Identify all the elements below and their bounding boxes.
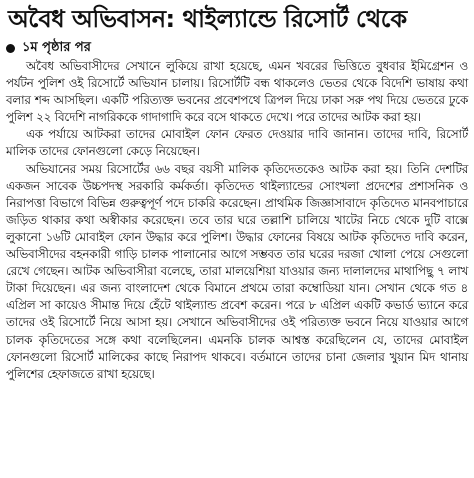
continued-text: ১ম পৃষ্ঠার পর (22, 40, 91, 55)
article-headline: অবৈধ অভিবাসন: থাইল্যান্ডে রিসোর্ট থেকে (8, 5, 407, 33)
article-paragraph: এক পর্যায়ে আটকরা তাদের মোবাইল ফোন ফেরত দেওয়ার দাবি জানান। তাদের দাবি, রিসোর্ট মালিক তাদের ফোনগুলো কেড়ে নিয়েছেন। (6, 127, 468, 159)
bullet-icon (6, 44, 15, 53)
article-paragraph: অবৈধ অভিবাসীদের সেখানে লুকিয়ে রাখা হয়েছে, এমন খবরের ভিত্তিতে বুধবার ইমিগ্রেশন ও পর্যটন পুলিশ ওই রিসোর্টে অভিযান চালায়। রিসোর্টটি বন্ধ থাকলেও ভেতর থেকে বিদেশি ভাষায় কথা বলার শব্দ আসছিল। একটি পরিত্যক্ত ভবনের প্রবেশপথে ত্রিপল দিয়ে ঢাকা সরু পথ দিয়ে ভেতরে ঢুকে পুলিশ ২২ বিদেশি নাগরিককে গাদাগাদি করে বসে থাকতে দেখে। পরে তাদের আটক করা হয়। (6, 59, 468, 125)
article-paragraph: অভিযানের সময় রিসোর্টের ৬৬ বছর বয়সী মালিক কৃতিদেতকেও আটক করা হয়। তিনি দেশটির একজন সাবেক উচ্চপদস্থ সরকারি কর্মকর্তা। কৃতিদেত থাইল্যান্ডের সোংখলা প্রদেশের প্রশাসনিক ও নিরাপত্তা বিভাগে বিভিন্ন গুরুত্বপূর্ণ পদে চাকরি করেছেন। প্রাথমিক জিজ্ঞাসাবাদে কৃতিদেত মানবপাচারে জড়িত থাকার কথা অস্বীকার করেছেন। তবে তার ঘরে তল্লাশি চালিয়ে খাটের নিচে থেকে দুটি বাক্সে লুকানো ১৬টি মোবাইল ফোন উদ্ধার করে পুলিশ। উদ্ধার ফোনের বিষয়ে আটক কৃতিদেত দাবি করেন, অভিবাসীদের বহনকারী গাড়ি চালক পালানোর আগে সম্ভবত তার ঘরের দরজা খোলা পেয়ে সেগুলো রেখে গেছেন। আটক অভিবাসীরা বলেছে, তারা মালয়েশিয়া যাওয়ার জন্য দালালদের মাথাপিছু ৭ লাখ টাকা দিয়েছেন। এর জন্য বাংলাদেশ থেকে বিমানে প্রথমে তারা কম্বোডিয়া যান। সেখান থেকে গত ৪ এপ্রিল সা কায়েও সীমান্ত দিয়ে হেঁটে থাইল্যান্ড প্রবেশ করেন। পরে ৮ এপ্রিল একটি কভার্ড ভ্যানে করে তাদের ওই রিসোর্টে নিয়ে আসা হয়। সেখানে অভিবাসীদের ওই পরিত্যক্ত ভবনে নিয়ে যাওয়ার আগে চালক কৃতিদেতের সঙ্গে কথা বলেছিলেন। এমনকি চালক আশ্বস্ত করেছিলেন যে, তাদের মোবাইল ফোনগুলো রিসোর্ট মালিকের কাছে নিরাপদ থাকবে। বর্তমানে তাদের চানা জেলার খুয়ান মিদ থানায় পুলিশের হেফাজতে রাখা হয়েছে। (6, 161, 468, 381)
article-body (6, 58, 468, 383)
continued-from-label (6, 40, 468, 56)
